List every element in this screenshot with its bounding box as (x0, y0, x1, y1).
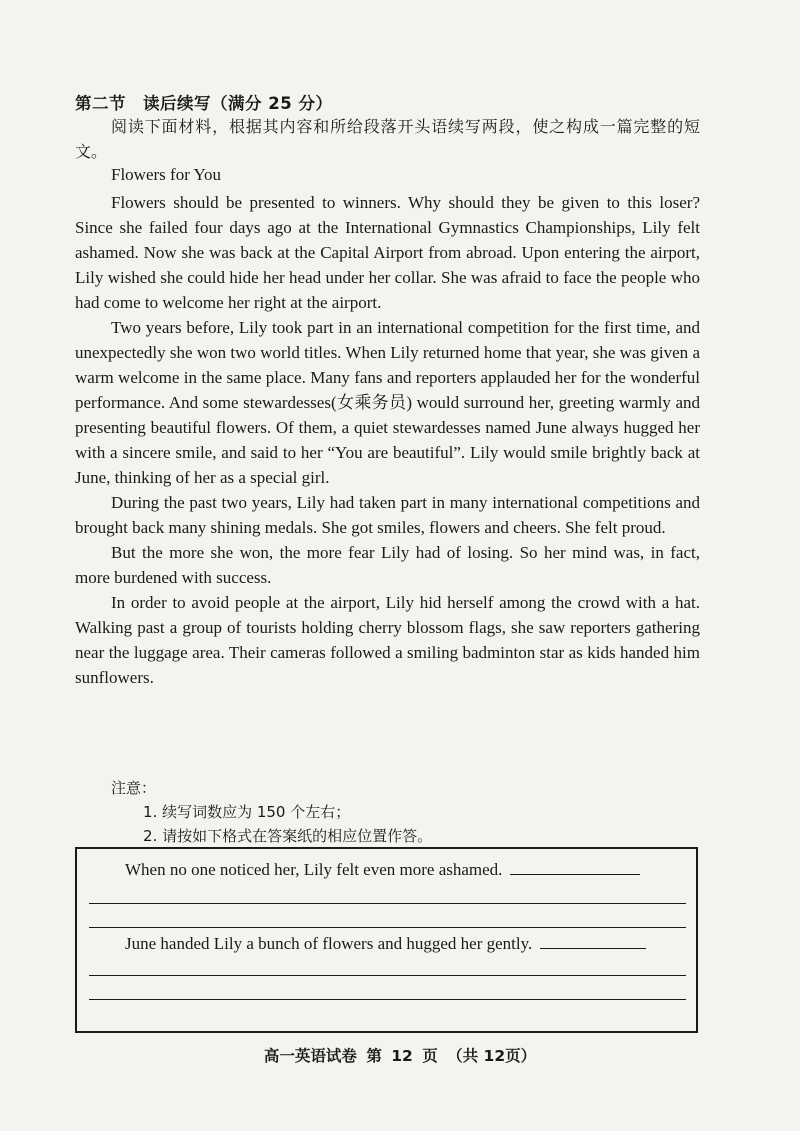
writing-line[interactable] (89, 999, 686, 1000)
footer-page-prefix: 第 (366, 1047, 382, 1065)
instructions: 阅读下面材料，根据其内容和所给段落开头语续写两段，使之构成一篇完整的短文。 (75, 117, 700, 161)
story-title: Flowers for You (111, 165, 222, 184)
footer-total-pages: （共 12页） (447, 1047, 537, 1065)
writing-blank[interactable] (510, 859, 640, 875)
notes-label: 注意： (111, 779, 157, 797)
paragraph-starter-2 (125, 933, 646, 954)
answer-box (75, 847, 698, 1033)
writing-line[interactable] (89, 903, 686, 904)
footer-page-suffix: 页 (422, 1047, 438, 1065)
story-paragraph: In order to avoid people at the airport, Lily hid herself among the crowd with a hat. Walking past a group of tourists holding cherry blossom flags, she saw reporters gathering near the luggage area. Their cameras followed a smiling badminton star as kids handed him sunflowers. (75, 593, 700, 687)
section-title: 第二节 读后续写（满分 25 分） (75, 94, 333, 113)
writing-blank[interactable] (540, 933, 646, 949)
note-item: 1. 续写词数应为 150 个左右； (143, 803, 351, 821)
story-paragraph: Flowers should be presented to winners. Why should they be given to this loser? Since she failed four days ago at the International Gymnastics Championships, Lily felt ashamed. Now she was back at the Capital Airport from abroad. Upon entering the airport, Lily wished she could hide her head under her collar. She was afraid to face the people who had come to welcome her right at the airport. (75, 193, 700, 312)
story-body (75, 190, 700, 690)
story-paragraph: During the past two years, Lily had taken part in many international competitions and brought back many shining medals. She got smiles, flowers and cheers. She felt proud. (75, 493, 700, 537)
starter-1-text: When no one noticed her, Lily felt even more ashamed. (125, 860, 503, 879)
writing-line[interactable] (89, 975, 686, 976)
notes (111, 776, 432, 848)
writing-line[interactable] (89, 927, 686, 928)
starter-2-text: June handed Lily a bunch of flowers and hugged her gently. (125, 934, 533, 953)
page-footer (0, 1044, 800, 1066)
paragraph-starter-1 (125, 859, 640, 880)
footer-page-number: 12 (391, 1047, 413, 1065)
footer-exam-name: 高一英语试卷 (263, 1047, 357, 1065)
note-item: 2. 请按如下格式在答案纸的相应位置作答。 (143, 827, 433, 845)
story-paragraph: But the more she won, the more fear Lily had of losing. So her mind was, in fact, more burdened with success. (75, 543, 700, 587)
story-paragraph: Two years before, Lily took part in an international competition for the first time, and unexpectedly she won two world titles. When Lily returned home that year, she was given a warm welcome in the same place. Many fans and reporters applauded her for the wonderful performance. And some stewardesses(女乘务员) would surround her, greeting warmly and presenting beautiful flowers. Of them, a quiet stewardesses named June always hugged her with a sincere smile, and said to her “You are beautiful”. Lily would smile brightly back at June, thinking of her as a special girl. (75, 318, 700, 487)
